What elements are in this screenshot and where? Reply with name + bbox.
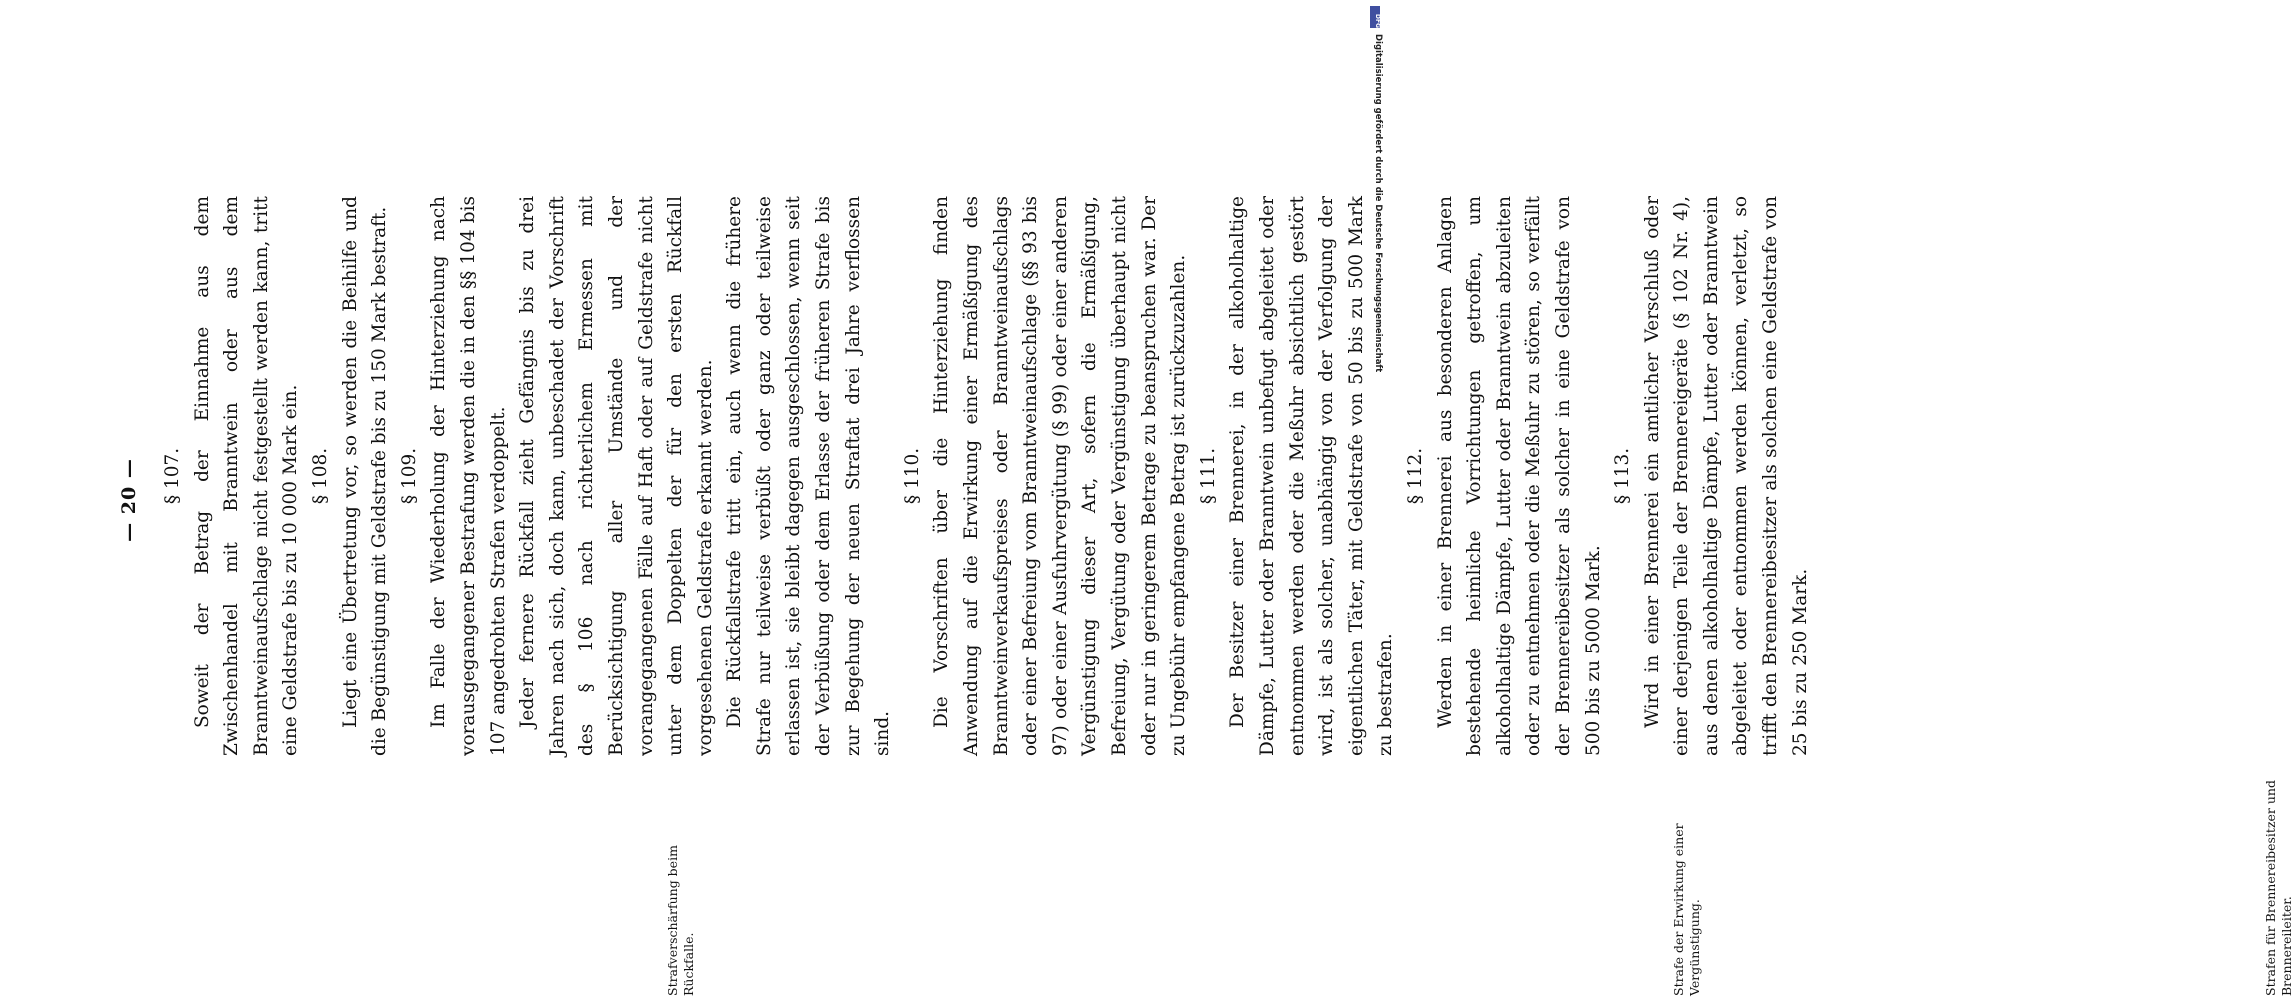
section-title: § 109. [398, 447, 420, 505]
funding-notice: Digitalisierung gefördert durch die Deutsche Forschungsgemeinschaft [1373, 34, 1383, 373]
section-title: § 113. [1612, 447, 1634, 505]
section [898, 196, 1194, 756]
section [1401, 196, 1608, 756]
section-title: § 111. [1197, 447, 1219, 505]
section [306, 196, 395, 756]
page-header: — 20 — [118, 458, 140, 542]
paragraph: Soweit der Betrag der Einnahme aus dem Zwischenhandel mit Branntwein oder aus dem Branntweinaufschlage nicht festgestellt werden kann, tritt eine Geldstrafe bis zu 10 000 Mark ein. [191, 196, 302, 756]
paragraph: Liegt eine Übertretung vor, so werden die Beihilfe und die Begünstigung mit Geldstrafe bis zu 150 Mark bestraft. [339, 196, 391, 756]
dfg-logo [1370, 6, 1380, 28]
margin-note: Strafverschärfung beim Rückfalle. [665, 845, 696, 996]
paragraph: Die Rückfallstrafe tritt ein, auch wenn die frühere Strafe nur teilweise verbüßt oder ganz oder teilweise erlassen ist, sie bleibt dagegen ausgeschlossen, wenn seit der Verbüßung oder dem Erlasse der früheren Strafe bis zur Begehung der neuen Straftat drei Jahre verflossen sind. [724, 196, 894, 756]
section [1608, 196, 1815, 756]
paragraph: Wird in einer Brennerei ein amtlicher Verschluß oder einer derjenigen Teile der Brennereigeräte (§ 102 Nr. 4), aus denen alkoholhaltige Dämpfe, Lutter oder Branntwein abgeleitet oder entnommen werden können, verletzt, so trifft den Brennereibesitzer als solchen eine Geldstrafe von 25 bis zu 250 Mark. [1641, 196, 1811, 756]
section [1194, 196, 1401, 756]
paragraph: Der Besitzer einer Brennerei, in der alkoholhaltige Dämpfe, Lutter oder Branntwein unbefugt abgeleitet oder entnommen werden oder die Meßuhr absichtlich gestört wird, ist als solcher, unabhängig von der Verfolgung der eigentlichen Täter, mit Geldstrafe von 50 bis zu 500 Mark zu bestrafen. [1227, 196, 1397, 756]
paragraph: Werden in einer Brennerei aus besonderen Anlagen bestehende heimliche Vorrichtungen getroffen, um alkoholhaltige Dämpfe, Lutter oder Branntwein abzuleiten oder zu entnehmen oder die Meßuhr zu stören, so verfällt der Brennereibesitzer als solcher in eine Geldstrafe von 500 bis zu 5000 Mark. [1434, 196, 1604, 756]
section [158, 196, 306, 756]
document-body [158, 196, 1815, 756]
section-title: § 108. [309, 447, 331, 505]
paragraph: Jeder fernere Rückfall zieht Gefängnis bis zu drei Jahren nach sich, doch kann, unbeschadet der Vorschrift des § 106 nach richterlichem Ermessen mit Berücksichtigung aller Umstände und der vorangegangenen Fälle auf Haft oder auf Geldstrafe nicht unter dem Doppelten der für den ersten Rückfall vorgesehenen Geldstrafe erkannt werden. [517, 196, 716, 756]
paragraph: Die Vorschriften über die Hinterziehung finden Anwendung auf die Erwirkung einer Ermäßigung des Branntweinverkaufspreises oder Branntweinaufschlags oder einer Befreiung vom Branntweinaufschlage (§§ 93 bis 97) oder einer Ausfuhrvergütung (§ 99) oder einer anderen Vergünstigung dieser Art, sofern die Ermäßigung, Befreiung, Vergütung oder Vergünstigung überhaupt nicht oder nur in geringerem Betrage zu beanspruchen war. Der zu Ungebühr empfangene Betrag ist zurückzuzahlen. [931, 196, 1190, 756]
section [395, 196, 898, 756]
section-title: § 112. [1404, 447, 1426, 505]
section-title: § 110. [901, 447, 923, 505]
paragraph: Im Falle der Wiederholung der Hinterziehung nach vorausgegangener Bestrafung werden die in den §§ 104 bis 107 angedrohten Strafen verdoppelt. [428, 196, 509, 756]
margin-note: Strafe der Erwirkung einer Vergünstigung. [1671, 823, 1702, 996]
section-title: § 107. [162, 447, 183, 505]
dfg-logo-label: DFG [1374, 14, 1381, 29]
margin-note: Strafen für Brennereibesitzer und Brennereileiter. [2263, 780, 2294, 996]
